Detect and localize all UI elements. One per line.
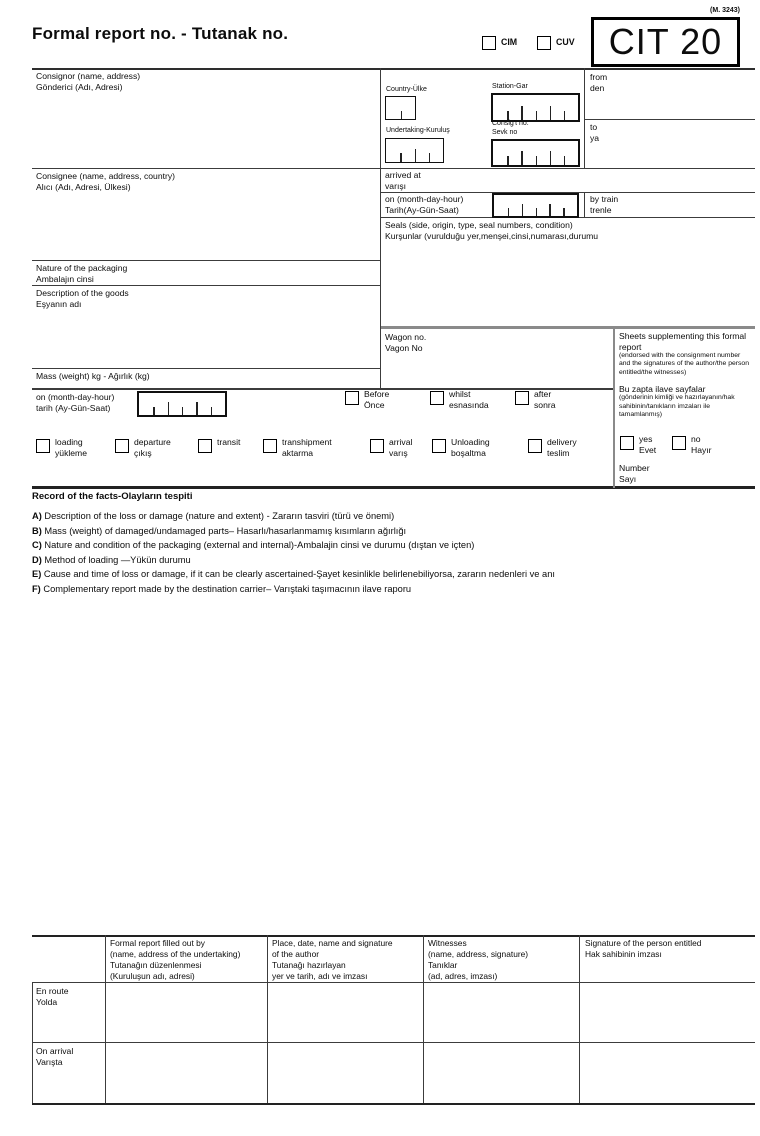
table-border [423,935,424,1103]
from-label-en: from [590,72,608,82]
consignee-label-tr: Alıcı (Adı, Adresi, Ülkesi) [36,181,131,192]
seals-label [385,220,598,241]
goods-label [36,288,129,309]
delivery-label-tr: teslim [547,447,570,458]
consignor-label [36,71,140,92]
facts-item-a [32,509,752,524]
seals-label-tr: Kurşunlar (vurulduğu yer,menşei,cinsi,numarası,durumu [385,230,599,241]
consignee-field[interactable] [36,195,371,255]
delivery-label-en: delivery [547,437,577,447]
event-date-label-en: on (month-day-hour) [36,392,115,402]
grid-line [584,119,755,120]
before-label-en: Before [364,389,390,399]
event-date-input[interactable] [137,391,227,417]
sheets-note-en: (endorsed with the consignment number and the signatures of the author/the person entitled/the witnesses) [619,352,749,376]
facts-text: Method of loading —Yükün durumu [41,554,191,565]
loading-checkbox[interactable] [36,439,50,453]
before-label [364,389,389,410]
arrival-checkbox[interactable] [370,439,384,453]
wagon-label [385,332,426,353]
cim-checkbox[interactable] [482,36,496,50]
departure-label-tr: çıkış [134,447,152,458]
table-cell-enroute-filled[interactable] [107,984,265,1040]
grid-line [32,368,380,369]
whilst-checkbox[interactable] [430,391,444,405]
sheets-note-tr: (gönderinin kimliği ve hazırlayanın/hak sahibinin/tanıkların imzaları ile tamamlanmış) [619,394,735,418]
table-border [105,935,106,1103]
loading-label-en: loading [55,437,83,447]
goods-field[interactable] [36,312,371,364]
consignor-field[interactable] [36,95,371,163]
row-label-en: On arrival [36,1046,74,1056]
facts-letter: D) [32,554,42,565]
grid-line [584,68,585,168]
packaging-label-tr: Ambalajın cinsi [36,273,94,284]
sheets-label [619,331,751,419]
cuv-label: CUV [556,37,575,47]
table-header-signature [585,938,750,960]
header-line: (name, address, signature) [428,949,529,959]
header-line: Place, date, name and signature [272,938,393,948]
row-label-tr: Varışta [36,1056,63,1067]
station-label: Station-Gar [492,83,528,90]
loading-label [55,437,87,458]
consignor-label-en: Consignor (name, address) [36,71,141,81]
to-field[interactable] [625,122,750,164]
facts-list [32,509,752,597]
row-label-on-arrival [36,1046,73,1067]
after-label-en: after [534,389,552,399]
country-label: Country-Ülke [386,86,427,93]
table-header-place-date [272,938,418,982]
sheets-number-label [619,463,650,484]
arrival-date-label-en: on (month-day-hour) [385,194,464,204]
sheets-yes-label [639,434,656,455]
departure-checkbox[interactable] [115,439,129,453]
consignee-label [36,171,175,192]
header-line: Signature of the person entitled [585,938,702,948]
seals-field[interactable] [385,245,750,323]
table-cell-arrival-signature[interactable] [581,1044,753,1101]
yes-label-en: yes [639,434,653,444]
consignee-label-en: Consignee (name, address, country) [36,171,176,181]
facts-item-d [32,553,752,568]
after-label [534,389,556,410]
document-code-box [591,17,740,67]
sheets-yes-checkbox[interactable] [620,436,634,450]
arrived-at-label-tr: varışı [385,180,407,191]
grid-line [32,168,755,169]
facts-text: Nature and condition of the packaging (external and internal)-Ambalajin cinsi ve durumu (dıştan ve içten) [41,540,475,551]
wagon-label-en: Wagon no. [385,332,427,342]
table-cell-arrival-witnesses[interactable] [425,1044,577,1101]
wagon-label-tr: Vagon No [385,342,423,353]
whilst-label-en: whilst [449,389,471,399]
table-cell-enroute-witnesses[interactable] [425,984,577,1040]
arrived-at-label [385,170,421,191]
table-cell-arrival-place[interactable] [269,1044,421,1101]
facts-item-b [32,524,752,539]
transhipment-label [282,437,332,458]
to-label [590,122,599,143]
facts-item-f [32,582,752,597]
delivery-label [547,437,577,458]
cuv-checkbox[interactable] [537,36,551,50]
table-border [267,935,268,1103]
sheets-label-en: Sheets supplementing this formal report [619,331,747,352]
form-reference-number: (M. 3243) [710,7,740,14]
consignment-label-en: Consig't no. [492,120,529,127]
sheets-no-label [691,434,712,455]
by-train-label-tr: trenle [590,204,612,215]
row-label-en-route [36,986,69,1007]
grid-line [613,326,615,488]
from-field[interactable] [625,72,750,116]
number-label-en: Number [619,463,650,473]
table-cell-enroute-signature[interactable] [581,984,753,1040]
header-line: (ad, adres, imzası) [428,971,498,981]
facts-writing-area[interactable] [32,600,752,930]
event-date-label [36,392,114,413]
transhipment-label-tr: aktarma [282,447,314,458]
sheets-label-tr: Bu zapta ilave sayfalar [619,383,706,394]
facts-letter: A) [32,511,42,521]
grid-line [32,388,613,390]
packaging-label [36,263,127,284]
header-line: Tutanağın düzenlenmesi [110,960,202,970]
table-border [32,935,755,937]
from-label [590,72,607,93]
packaging-label-en: Nature of the packaging [36,263,128,273]
facts-text: Description of the loss or damage (nature and extent) - Zararın tasviri (türü ve önemi) [41,511,395,521]
transit-checkbox[interactable] [198,439,212,453]
unloading-label-en: Unloading [451,437,490,447]
row-label-en: En route [36,986,69,996]
number-label-tr: Sayı [619,473,637,484]
delivery-checkbox[interactable] [528,439,542,453]
facts-item-c [32,538,752,553]
unloading-label [451,437,490,458]
after-label-tr: sonra [534,399,556,410]
arrival-label-tr: varış [389,447,408,458]
consignment-number-label [492,120,529,137]
mass-label: Mass (weight) kg - Ağırlık (kg) [36,371,150,381]
grid-line [32,68,755,70]
table-border [32,1103,755,1105]
undertaking-label: Undertaking-Kuruluş [386,127,450,134]
before-label-tr: Önce [364,399,385,410]
yes-label-tr: Evet [639,444,657,455]
facts-text: Complementary report made by the destination carrier– Varıştaki taşımacının ilave raporu [40,583,412,594]
whilst-label-tr: esnasında [449,399,489,410]
no-label-tr: Hayır [691,444,712,455]
from-label-tr: den [590,82,605,93]
arrival-date-label [385,194,463,215]
table-header-filled-out-by [110,938,262,982]
facts-text: Mass (weight) of damaged/undamaged parts– Hasarlı/hasarlanmamış kısımların ağırlığı [41,525,407,536]
facts-letter: B) [32,525,42,536]
facts-letter: E) [32,569,42,580]
header-line: yer ve tarih, adı ve imzası [272,971,368,981]
goods-label-tr: Eşyanın adı [36,298,82,309]
sheets-no-checkbox[interactable] [672,436,686,450]
facts-title: Record of the facts-Olayların tespiti [32,491,193,502]
loading-label-tr: yükleme [55,447,87,458]
to-label-tr: ya [590,132,600,143]
arrival-label [389,437,412,458]
document-code: CIT 20 [608,21,723,62]
whilst-label [449,389,489,410]
before-checkbox[interactable] [345,391,359,405]
station-code-input[interactable] [491,93,580,122]
grid-line [32,260,380,261]
after-checkbox[interactable] [515,391,529,405]
header-line: Tanıklar [428,960,458,970]
header-line: Witnesses [428,938,467,948]
facts-letter: C) [32,540,42,551]
grid-line [32,285,380,286]
table-cell-arrival-filled[interactable] [107,1044,265,1101]
table-border [579,935,580,1103]
arrival-label-en: arrival [389,437,413,447]
header-line: Tutanağı hazırlayan [272,960,346,970]
unloading-label-tr: boşaltma [451,447,486,458]
table-cell-enroute-place[interactable] [269,984,421,1040]
transhipment-label-en: transhipment [282,437,332,447]
arrival-date-input[interactable] [492,193,579,218]
grid-line [380,68,381,388]
wagon-field[interactable] [445,332,605,382]
grid-line [380,326,755,329]
no-label-en: no [691,434,701,444]
header-line: Formal report filled out by [110,938,205,948]
by-train-label-en: by train [590,194,619,204]
transhipment-checkbox[interactable] [263,439,277,453]
transit-label [217,437,240,448]
to-label-en: to [590,122,598,132]
departure-label [134,437,171,458]
arrived-at-field[interactable] [470,170,750,190]
header-line: (Kuruluşun adı, adresi) [110,971,195,981]
cim-label: CIM [501,37,518,47]
by-train-label [590,194,618,215]
table-border [32,982,33,1103]
table-border [32,1042,755,1043]
section-divider [32,486,755,489]
header-line: of the author [272,949,320,959]
facts-letter: F) [32,583,41,594]
consignment-number-input[interactable] [491,139,580,167]
arrival-date-label-tr: Tarih(Ay-Gün-Saat) [385,204,459,215]
transit-label-en: transit [217,437,241,447]
country-code-input[interactable] [385,96,416,120]
seals-label-en: Seals (side, origin, type, seal numbers, condition) [385,220,573,230]
undertaking-code-input[interactable] [385,138,444,163]
table-header-witnesses [428,938,574,982]
consignor-label-tr: Gönderici (Adı, Adresi) [36,81,123,92]
event-date-label-tr: tarih (Ay-Gün-Saat) [36,402,111,413]
facts-item-e [32,567,752,582]
header-line: (name, address of the undertaking) [110,949,241,959]
consignment-label-tr: Sevk no [492,128,518,136]
row-label-tr: Yolda [36,996,58,1007]
sheets-number-field[interactable] [660,463,750,483]
arrived-at-label-en: arrived at [385,170,421,180]
facts-text: Cause and time of loss or damage, if it can be clearly ascertained-Şayet kesinlikle belirlenebiliyorsa, zararın nedenleri ve anı [41,569,555,580]
table-border [32,982,755,983]
page-title: Formal report no. - Tutanak no. [32,24,289,43]
goods-label-en: Description of the goods [36,288,129,298]
departure-label-en: departure [134,437,171,447]
grid-line [584,192,585,217]
header-line: Hak sahibinin imzası [585,949,662,959]
unloading-checkbox[interactable] [432,439,446,453]
